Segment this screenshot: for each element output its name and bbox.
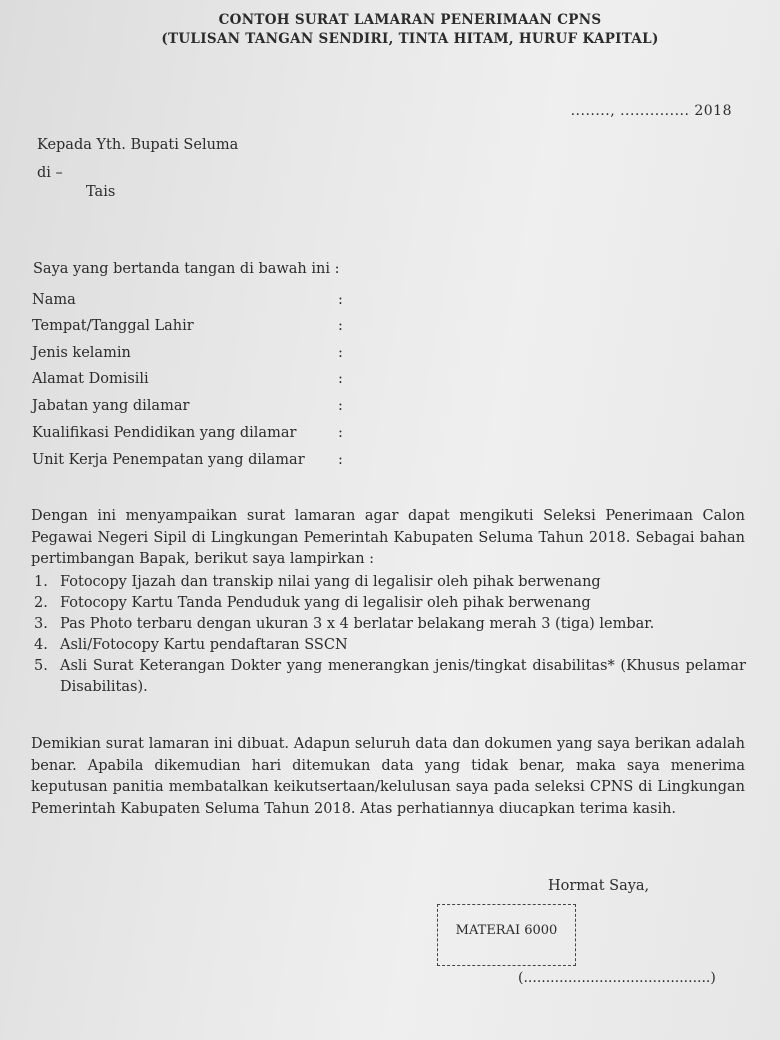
list-item-text: Fotocopy Ijazah dan transkip nilai yang di legalisir oleh pihak berwenang: [60, 574, 601, 590]
body-paragraph: Dengan ini menyampaikan surat lamaran agar dapat mengikuti Seleksi Penerimaan Calon Pegawai Negeri Sipil di Lingkungan Pemerintah Kabupaten Seluma Tahun 2018. Sebagai bahan pertimbangan Bapak, berikut saya lampirkan :: [31, 508, 745, 567]
list-item-text: Asli/Fotocopy Kartu pendaftaran SSCN: [60, 637, 348, 653]
attachment-list: [34, 572, 746, 698]
list-item-number: 4.: [34, 637, 48, 653]
list-item: [34, 656, 746, 698]
list-item: [34, 572, 746, 593]
field-colon: :: [338, 398, 343, 414]
field-colon: :: [338, 318, 343, 334]
closing-paragraph: Demikian surat lamaran ini dibuat. Adapun seluruh data dan dokumen yang saya berikan adalah benar. Apabila dikemudian hari ditemukan data yang tidak benar, maka saya menerima keputusan panitia membatalkan keikutsertaan/kelulusan saya pada seleksi CPNS di Lingkungan Pemerintah Kabupaten Seluma Tahun 2018. Atas perhatiannya diucapkan terima kasih.: [31, 736, 745, 817]
list-item-number: 5.: [34, 658, 48, 674]
list-item-number: 2.: [34, 595, 48, 611]
list-item-number: 1.: [34, 574, 48, 590]
field-colon: :: [338, 345, 343, 361]
intro-statement: Saya yang bertanda tangan di bawah ini :: [33, 261, 340, 277]
field-label-unit-kerja: Unit Kerja Penempatan yang dilamar: [32, 452, 305, 468]
recipient-di: di –: [37, 165, 63, 181]
field-colon: :: [338, 452, 343, 468]
field-label-tempat-tanggal-lahir: Tempat/Tanggal Lahir: [32, 318, 194, 334]
field-colon: :: [338, 371, 343, 387]
list-item-text: Pas Photo terbaru dengan ukuran 3 x 4 berlatar belakang merah 3 (tiga) lembar.: [60, 616, 655, 632]
field-label-jabatan: Jabatan yang dilamar: [32, 398, 190, 414]
field-label-jenis-kelamin: Jenis kelamin: [32, 345, 131, 361]
list-item: [34, 614, 746, 635]
list-item: [34, 593, 746, 614]
recipient-place: Tais: [86, 184, 116, 200]
list-item-number: 3.: [34, 616, 48, 632]
field-label-nama: Nama: [32, 292, 76, 308]
field-label-alamat-domisili: Alamat Domisili: [32, 371, 149, 387]
document-title: CONTOH SURAT LAMARAN PENERIMAAN CPNS: [218, 12, 602, 28]
signature-name-line: (..........................................): [518, 970, 716, 986]
recipient-to: Kepada Yth. Bupati Seluma: [37, 137, 239, 153]
signature-greeting: Hormat Saya,: [548, 878, 650, 894]
stamp-label: MATERAI 6000: [455, 923, 558, 938]
stamp-box: [437, 904, 576, 966]
field-label-kualifikasi-pendidikan: Kualifikasi Pendidikan yang dilamar: [32, 425, 297, 441]
list-item-text: Asli Surat Keterangan Dokter yang menerangkan jenis/tingkat disabilitas* (Khusus pelamar Disabilitas).: [60, 658, 746, 695]
document-subtitle: (TULISAN TANGAN SENDIRI, TINTA HITAM, HURUF KAPITAL): [161, 31, 659, 47]
date-line: ........, .............. 2018: [570, 103, 732, 119]
field-colon: :: [338, 292, 343, 308]
list-item-text: Fotocopy Kartu Tanda Penduduk yang di legalisir oleh pihak berwenang: [60, 595, 591, 611]
list-item: [34, 635, 746, 656]
field-colon: :: [338, 425, 343, 441]
